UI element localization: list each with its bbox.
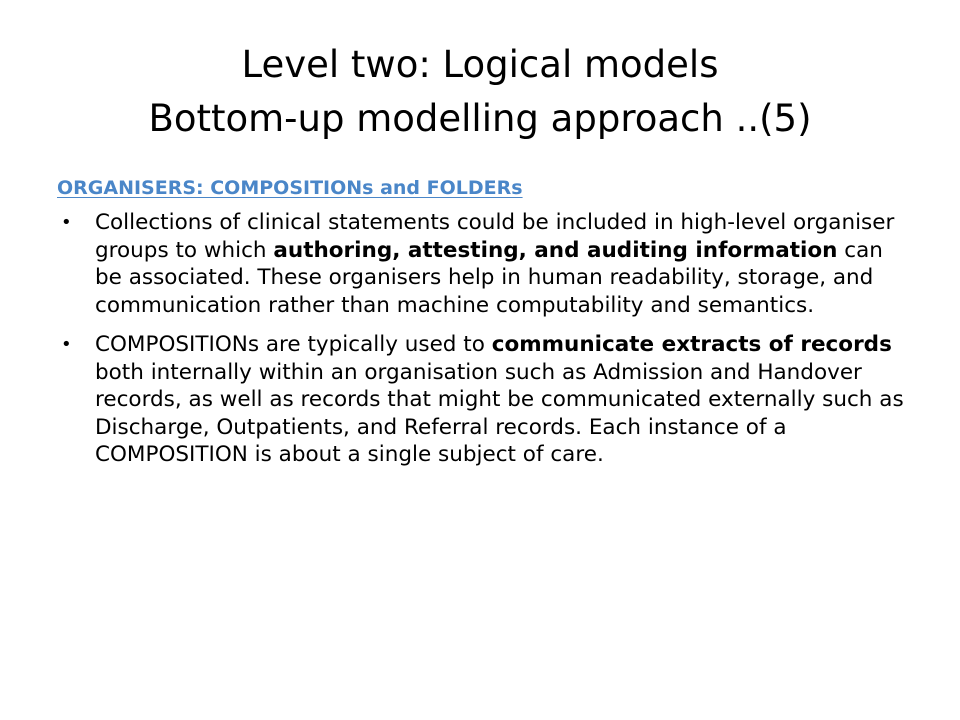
slide-title-line-2: Bottom-up modelling approach ..(5) — [148, 97, 812, 140]
slide-title — [40, 38, 920, 146]
bullet-item — [57, 209, 907, 319]
bullet-icon: • — [61, 212, 72, 233]
bullet-list — [57, 209, 907, 469]
bullet-text: both internally within an organisation such as Admission and Handover records, as well as records that might be communicated externally such as Discharge, Outpatients, and Referral records. Each instance of a COMPOSITION is about a single subject of care. — [95, 359, 904, 467]
bullet-item — [57, 331, 907, 469]
slide-body — [57, 173, 907, 481]
bullet-emphasis: communicate extracts of records — [491, 332, 892, 357]
organisers-heading-link[interactable]: ORGANISERS: COMPOSITIONs and FOLDERs — [57, 177, 523, 199]
bullet-emphasis: authoring, attesting, and auditing information — [273, 237, 838, 263]
bullet-text: Collections of clinical statements could be included in high-level organiser groups to which — [95, 210, 895, 263]
bullet-text: can be associated. These organisers help in human readability, storage, and communication rather than machine computability and semantics. — [95, 237, 883, 318]
bullet-icon: • — [61, 334, 72, 355]
slide-title-line-1: Level two: Logical models — [241, 43, 719, 86]
bullet-text: COMPOSITIONs are typically used to — [95, 332, 492, 357]
